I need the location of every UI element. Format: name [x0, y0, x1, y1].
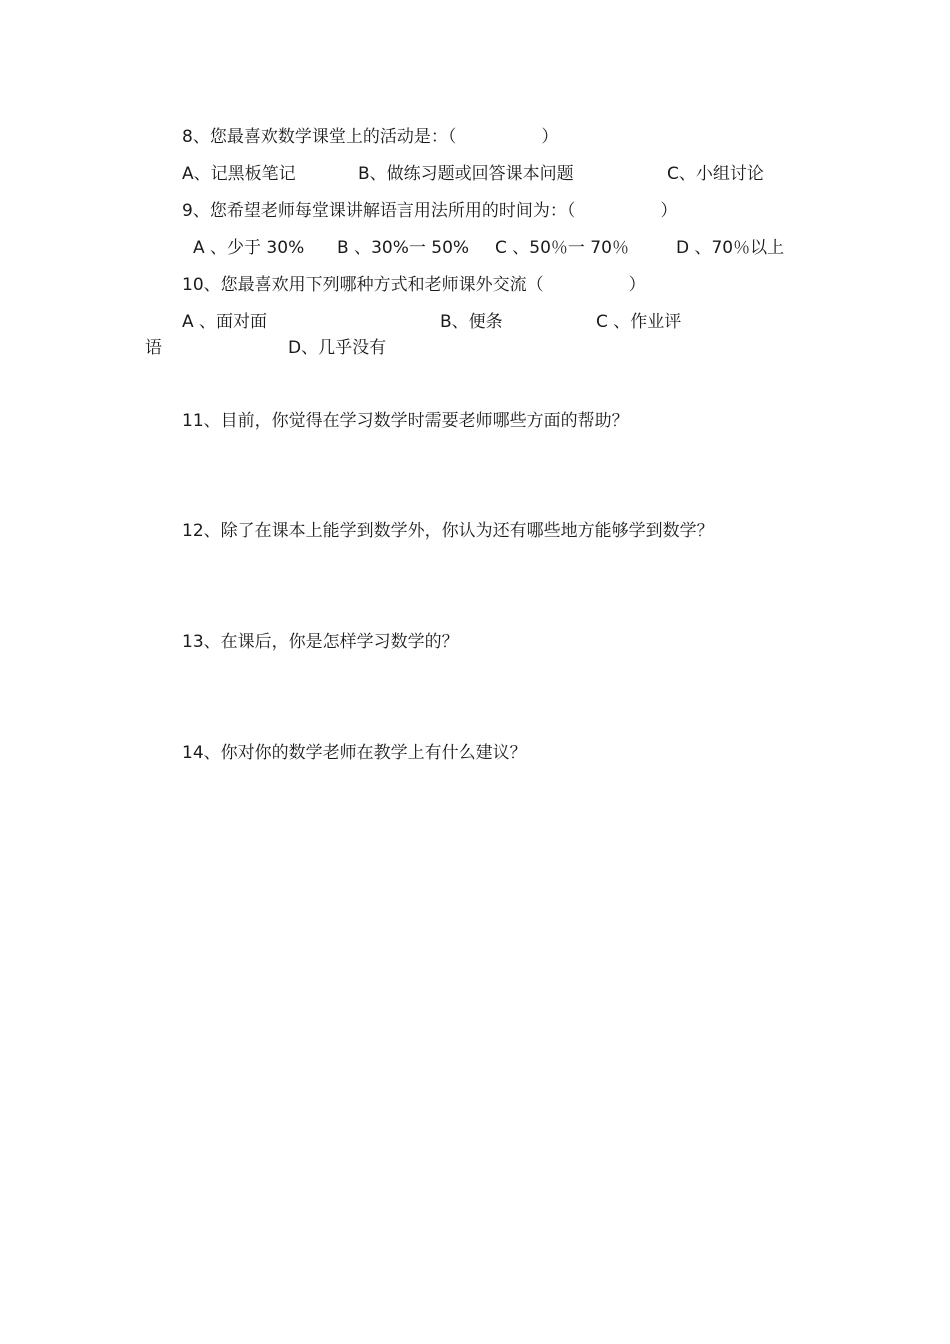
- question-8: 8、您最喜欢数学课堂上的活动是：（ ）: [182, 127, 559, 147]
- question-9-option-c: C 、50％一 70％: [495, 238, 629, 258]
- question-8-option-c: C、小组讨论: [667, 164, 764, 184]
- question-14: 14、你对你的数学老师在教学上有什么建议？: [182, 743, 527, 763]
- question-8-option-b: B、做练习题或回答课本问题: [358, 164, 574, 184]
- question-9-option-b: B 、30%一 50%: [337, 238, 470, 258]
- question-10-option-a: A 、面对面: [182, 312, 268, 332]
- question-9: 9、您希望老师每堂课讲解语言用法所用的时间为：（ ）: [182, 201, 678, 221]
- question-8-option-a: A、记黑板笔记: [182, 164, 296, 184]
- question-11: 11、目前，你觉得在学习数学时需要老师哪些方面的帮助？: [182, 411, 629, 431]
- question-10-option-c: C 、作业评: [596, 312, 682, 332]
- question-10-option-b: B、便条: [440, 312, 503, 332]
- question-10-option-d: D、几乎没有: [288, 338, 387, 358]
- question-13: 13、在课后，你是怎样学习数学的？: [182, 632, 459, 652]
- question-10-option-c-wrap: 语: [145, 338, 162, 358]
- question-9-option-a: A 、少于 30%: [193, 238, 305, 258]
- question-12: 12、除了在课本上能学到数学外，你认为还有哪些地方能够学到数学？: [182, 521, 714, 541]
- question-10: 10、您最喜欢用下列哪种方式和老师课外交流（ ）: [182, 275, 646, 295]
- question-9-option-d: D 、70％以上: [676, 238, 785, 258]
